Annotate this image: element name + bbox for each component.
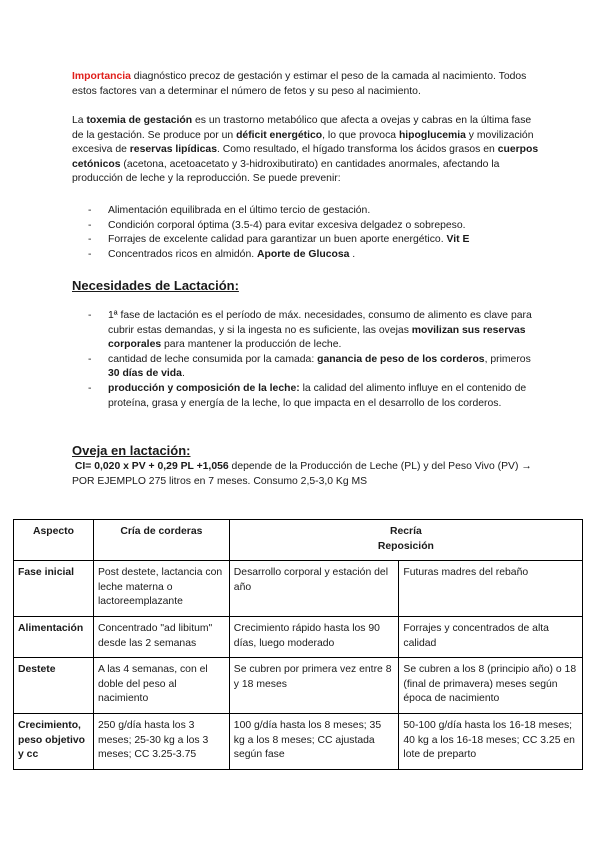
list-item-text: Forrajes de excelente calidad para garantizar un buen aporte energético.	[108, 234, 447, 246]
bold-term: reservas lipídicas	[129, 144, 217, 156]
oveja-heading: Oveja en lactación:	[72, 443, 191, 458]
text-run: La	[72, 115, 87, 126]
table-cell: Crecimiento rápido hasta los 90 días, luego moderado	[229, 616, 399, 657]
table-cell: Post destete, lactancia con leche materna o lactoreemplazante	[93, 561, 229, 617]
bold-term: ganancia de peso de los corderos	[317, 353, 485, 365]
lactation-list	[88, 309, 538, 411]
list-item	[88, 382, 538, 411]
row-label: Destete	[14, 658, 94, 714]
list-item-text: cantidad de leche consumida por la camada:	[108, 353, 318, 365]
bold-term: Aporte de Glucosa	[257, 248, 350, 260]
list-item	[88, 219, 548, 234]
header-recria	[229, 520, 582, 561]
table-row	[14, 616, 583, 657]
table-row	[14, 561, 583, 617]
oveja-paragraph	[72, 460, 532, 489]
lactation-heading: Necesidades de Lactación:	[72, 278, 239, 293]
list-item-text: 1ª fase de lactación es el período de máx. necesidades, consumo de alimento es clave para cubrir estas demandas, y si la ingesta no es suficiente, las ovejas	[108, 310, 532, 336]
header-recria-line: Recría	[390, 526, 422, 537]
row-label: Fase inicial	[14, 561, 94, 617]
list-item	[88, 248, 548, 263]
row-label: Alimentación	[14, 616, 94, 657]
text-run: , lo que provoca	[322, 129, 399, 141]
table-cell: Se cubren por primera vez entre 8 y 18 meses	[229, 658, 399, 714]
list-item	[88, 233, 548, 248]
table-cell: Forrajes y concentrados de alta calidad	[399, 616, 583, 657]
text-run: y movilización excesiva de	[72, 129, 534, 156]
row-label: Crecimiento, peso objetivo y cc	[14, 713, 94, 769]
list-item-text: Condición corporal óptima (3.5-4) para evitar excesiva delgadez o sobrepeso.	[108, 219, 466, 231]
text-run: es un trastorno metabólico que afecta a ovejas y cabras en la última fase de la gestación. Se produce por un	[72, 115, 532, 141]
list-item	[88, 309, 538, 353]
bold-term: producción y composición de la leche:	[108, 382, 300, 394]
table-cell: Desarrollo corporal y estación del año	[229, 561, 399, 617]
table-cell: 250 g/día hasta los 3 meses; 25-30 kg a los 3 meses; CC 3.25-3.75	[93, 713, 229, 769]
list-item-text: Concentrados ricos en almidón.	[108, 248, 258, 260]
prevention-list	[88, 204, 548, 262]
importancia-label: Importancia	[72, 71, 131, 82]
list-item-text: , primeros	[484, 353, 531, 365]
bold-term: hipoglucemia	[398, 129, 466, 141]
table-cell: Se cubren a los 8 (principio año) o 18 (final de primavera) meses según época de nacimiento	[399, 658, 583, 714]
bold-term: toxemia de gestación	[86, 115, 193, 126]
list-item-text: la calidad del alimento influye en el contenido de proteína, grasa y energía de la leche, lo que impacta en el desarrollo de los corderos.	[108, 382, 527, 409]
table-cell: 50-100 g/día hasta los 16-18 meses; 40 kg a los 16-18 meses; CC 3.25 en lote de preparto	[399, 713, 583, 769]
header-reposicion-line: Reposición	[377, 540, 434, 552]
bold-term: 30 días de vida	[108, 368, 182, 380]
table-cell: Futuras madres del rebaño	[399, 561, 583, 617]
bold-term: movilizan sus reservas corporales	[108, 324, 526, 351]
list-item-text: Alimentación equilibrada en el último tercio de gestación.	[108, 205, 371, 216]
table-cell: A las 4 semanas, con el doble del peso al nacimiento	[93, 658, 229, 714]
list-item	[88, 204, 548, 219]
bold-term: Vit E	[446, 234, 470, 246]
table-cell: Concentrado "ad libitum" desde las 2 semanas	[93, 616, 229, 657]
header-cria: Cría de corderas	[93, 520, 229, 561]
table-cell: 100 g/día hasta los 8 meses; 35 kg a los 8 meses; CC ajustada según fase	[229, 713, 399, 769]
text-run: (acetona, acetoacetato y 3-hidroxibutirato) en cantidades anormales, afectando la producción de leche y la reproducción. Se puede prevenir:	[72, 158, 500, 185]
intro-paragraph	[72, 70, 542, 99]
table-row	[14, 713, 583, 769]
bold-term: déficit energético	[236, 129, 323, 141]
table-row	[14, 658, 583, 714]
list-item-text: .	[181, 368, 185, 380]
header-aspecto: Aspecto	[14, 520, 94, 561]
intake-formula: CI= 0,020 x PV + 0,29 PL +1,056	[74, 461, 229, 472]
list-item-text: .	[349, 248, 356, 260]
bold-term: cuerpos cetónicos	[72, 144, 539, 170]
table-header-row	[14, 520, 583, 561]
oveja-text: depende de la Producción de Leche (PL) y del Peso Vivo (PV) → POR EJEMPLO 275 litros en 7 meses. Consumo 2,5-3,0 Kg MS	[72, 461, 532, 487]
text-run: . Como resultado, el hígado transforma los ácidos grasos en	[217, 144, 498, 156]
toxemia-paragraph	[72, 114, 542, 187]
list-item	[88, 353, 538, 382]
list-item-text: para mantener la producción de leche.	[161, 339, 342, 351]
sheep-table	[13, 519, 583, 770]
intro-text: diagnóstico precoz de gestación y estimar el peso de la camada al nacimiento. Todos estos factores van a determinar el número de fetos y su peso al nacimiento.	[72, 71, 527, 97]
